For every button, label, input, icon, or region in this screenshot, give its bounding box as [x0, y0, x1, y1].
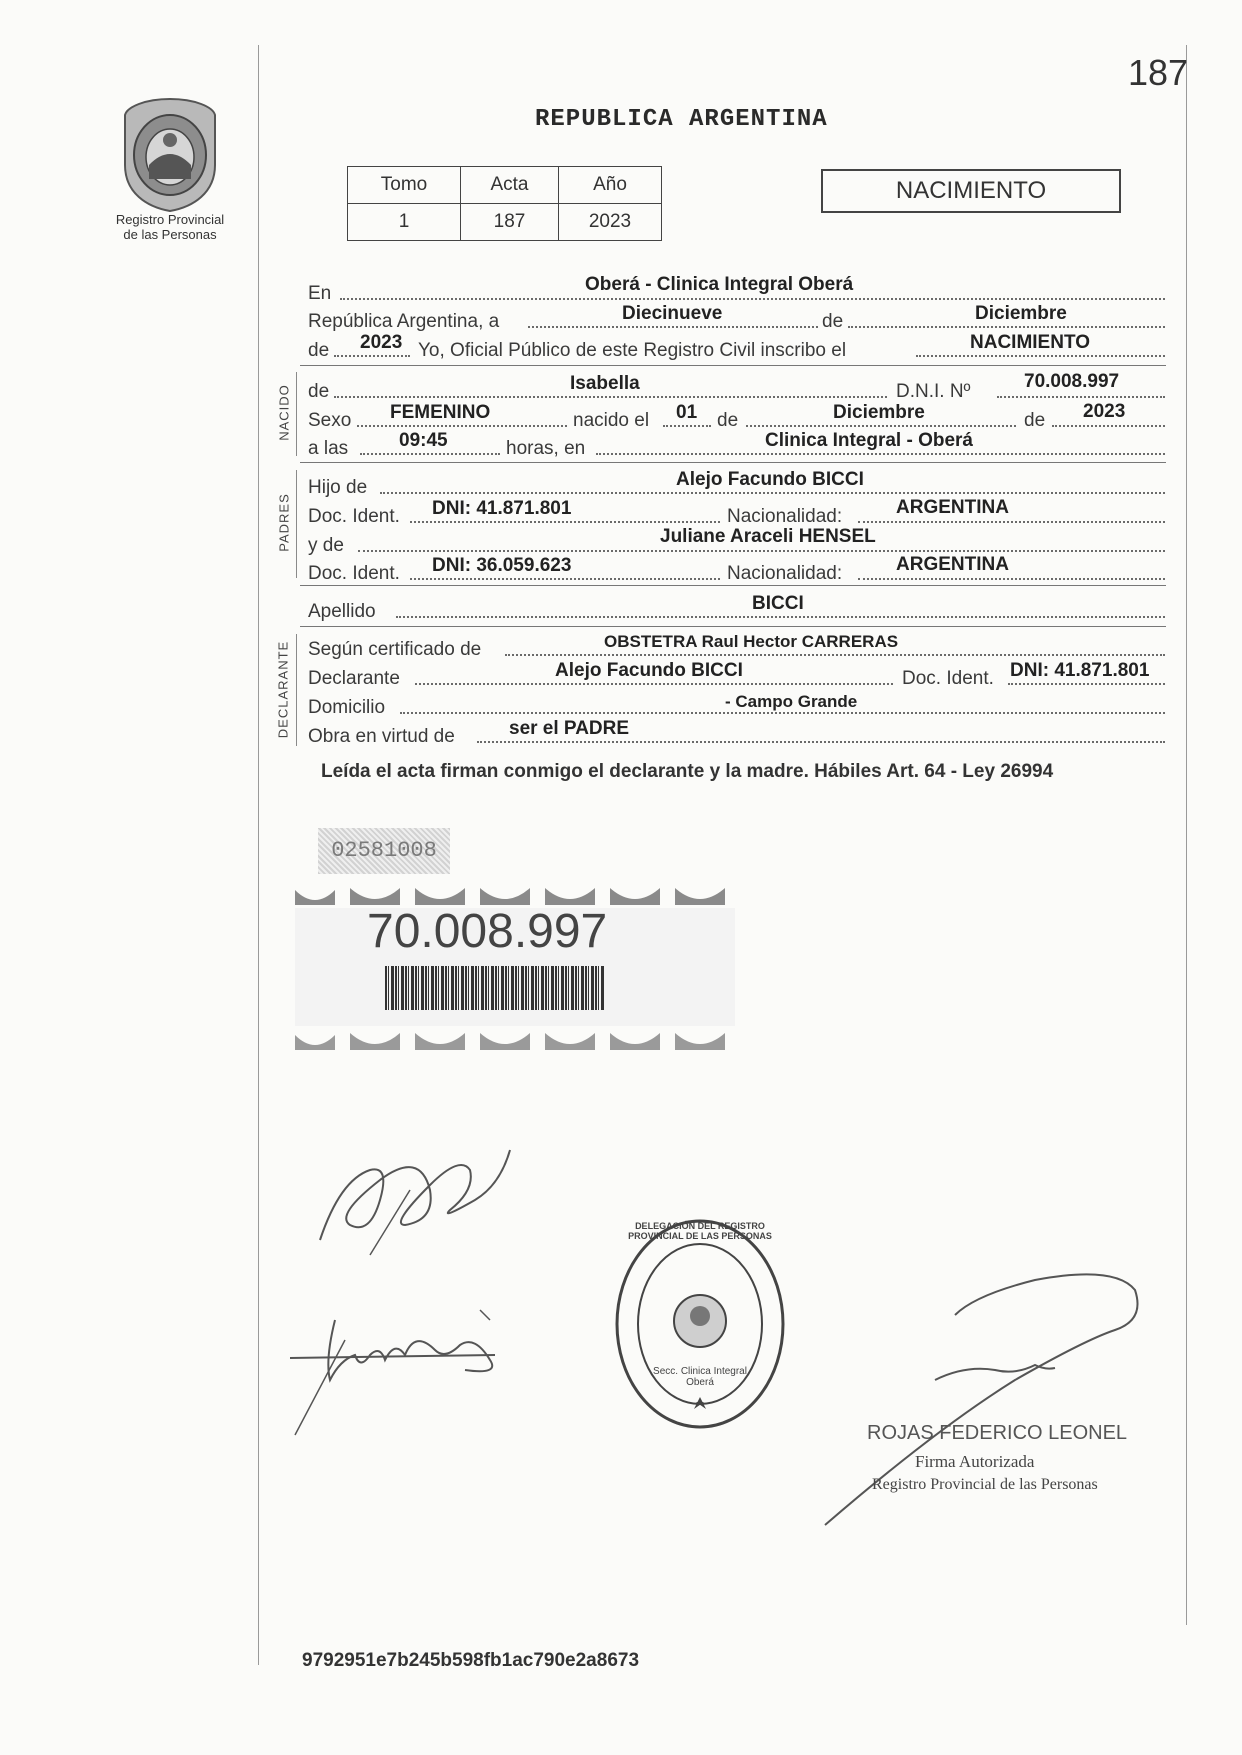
label-inscribo: Yo, Oficial Público de este Registro Civil inscribo el	[418, 340, 847, 361]
dots-certificado	[505, 654, 1165, 656]
label-horas-en: horas, en	[506, 438, 586, 459]
right-margin-line	[1186, 45, 1187, 1625]
value-hora: 09:45	[399, 430, 448, 451]
dots-apellido	[396, 616, 1165, 618]
label-de-mes-nac: de	[717, 410, 739, 431]
official-office: Registro Provincial de las Personas	[872, 1476, 1098, 1493]
page-number: 187	[1128, 52, 1189, 93]
acta-header: Acta	[461, 167, 559, 204]
document-hash: 9792951e7b245b598fb1ac790e2a8673	[302, 1650, 640, 1671]
label-dni: D.N.I. Nº	[896, 381, 971, 402]
section-divider-3	[300, 585, 1166, 586]
value-certificado: OBSTETRA Raul Hector CARRERAS	[604, 632, 899, 651]
label-doc-declarante: Doc. Ident.	[902, 668, 994, 689]
value-domicilio: - Campo Grande	[725, 692, 858, 711]
logo-caption-line1: Registro Provincial	[115, 212, 225, 227]
dots-mes	[848, 326, 1165, 328]
closing-text: Leída el acta firman conmigo el declarante y la madre. Hábiles Art. 64 - Ley 26994	[321, 761, 1054, 782]
value-mes-nac: Diciembre	[833, 402, 925, 423]
value-madre: Juliane Araceli HENSEL	[660, 526, 876, 547]
province-logo	[115, 95, 225, 213]
stamp-ring-text: DELEGACIÓN DEL REGISTRO PROVINCIAL DE LAS PERSONAS	[628, 1221, 772, 1241]
anio-value: 2023	[559, 204, 662, 241]
value-padre-doc: DNI: 41.871.801	[432, 498, 572, 519]
value-declarante: Alejo Facundo BICCI	[555, 660, 743, 681]
value-lugar: Oberá - Clinica Integral Oberá	[585, 274, 854, 295]
label-declarante: Declarante	[308, 668, 400, 689]
value-dia-texto: Diecinueve	[622, 303, 723, 324]
dots-nac-padre	[858, 521, 1165, 523]
label-apellido: Apellido	[308, 601, 376, 622]
section-divider-4	[300, 626, 1166, 627]
label-hijo-de: Hijo de	[308, 477, 368, 498]
value-declarante-doc: DNI: 41.871.801	[1010, 660, 1150, 681]
label-nac-madre: Nacionalidad:	[727, 563, 843, 584]
label-a-las: a las	[308, 438, 349, 459]
value-padre-nac: ARGENTINA	[896, 497, 1009, 518]
security-serial-number: 02581008	[331, 838, 437, 863]
label-en: En	[308, 283, 332, 304]
dots-dia-nac	[663, 425, 711, 427]
dots-en	[340, 298, 1165, 300]
record-type-box: NACIMIENTO	[821, 169, 1121, 213]
dots-mes-nac	[746, 425, 1016, 427]
value-lugar-nac: Clinica Integral - Oberá	[765, 430, 973, 451]
dots-hora	[360, 453, 500, 455]
label-nacido-el: nacido el	[573, 410, 650, 431]
dots-declarante	[415, 683, 893, 685]
label-segun: Según certificado de	[308, 639, 482, 660]
label-de-anio-nac: de	[1024, 410, 1046, 431]
value-obra: ser el PADRE	[509, 718, 630, 739]
dots-lugar-nac	[596, 453, 1165, 455]
document-title: REPUBLICA ARGENTINA	[535, 106, 828, 133]
value-apellido: BICCI	[752, 593, 804, 614]
barcode	[385, 966, 605, 1010]
label-doc-padre: Doc. Ident.	[308, 506, 400, 527]
label-y-de: y de	[308, 535, 344, 556]
value-tipo: NACIMIENTO	[970, 332, 1090, 353]
dots-obra	[477, 741, 1165, 743]
tomo-header: Tomo	[348, 167, 461, 204]
label-doc-madre: Doc. Ident.	[308, 563, 400, 584]
official-name: ROJAS FEDERICO LEONEL	[867, 1422, 1128, 1444]
dots-madre	[358, 550, 1165, 552]
official-title: Firma Autorizada	[915, 1452, 1035, 1471]
label-obra: Obra en virtud de	[308, 726, 455, 747]
label-de-mes: de	[822, 311, 844, 332]
dots-nombre	[334, 396, 887, 398]
dots-doc-declarante	[1008, 683, 1165, 685]
value-mes-texto: Diciembre	[975, 303, 1067, 324]
side-label-padres: PADRES	[276, 493, 292, 552]
label-nac-padre: Nacionalidad:	[727, 506, 843, 527]
section-divider-2	[300, 462, 1166, 463]
declarante-bracket	[296, 634, 297, 746]
dots-dia	[528, 326, 818, 328]
value-dni: 70.008.997	[1024, 371, 1120, 392]
label-sexo: Sexo	[308, 410, 352, 431]
registry-stamp	[612, 1216, 788, 1432]
nacido-bracket	[296, 372, 297, 456]
dots-dni	[997, 396, 1165, 398]
section-divider-1	[300, 365, 1166, 366]
left-margin-line	[258, 45, 259, 1665]
dots-nac-madre	[858, 578, 1165, 580]
dots-padre	[380, 492, 1165, 494]
label-de-nombre: de	[308, 381, 330, 402]
tomo-value: 1	[348, 204, 461, 241]
acta-value: 187	[461, 204, 559, 241]
dots-sexo	[357, 425, 567, 427]
security-label	[295, 880, 735, 1060]
padres-bracket	[296, 470, 297, 578]
dots-anio-nac	[1052, 425, 1165, 427]
dots-doc-padre	[410, 521, 720, 523]
value-anio: 2023	[360, 332, 403, 353]
logo-caption	[95, 212, 245, 242]
value-sexo: FEMENINO	[390, 402, 491, 423]
value-madre-nac: ARGENTINA	[896, 554, 1009, 575]
value-padre: Alejo Facundo BICCI	[676, 469, 864, 490]
label-domicilio: Domicilio	[308, 697, 386, 718]
dots-tipo	[916, 355, 1165, 357]
logo-caption-line2: de las Personas	[123, 227, 217, 242]
security-dni: 70.008.997	[367, 905, 608, 958]
security-serial	[318, 828, 450, 874]
side-label-declarante: DECLARANTE	[275, 640, 291, 739]
dots-anio	[334, 355, 410, 357]
value-anio-nac: 2023	[1083, 401, 1126, 422]
anio-header: Año	[559, 167, 662, 204]
dots-domicilio	[400, 712, 1165, 714]
label-de-anio: de	[308, 340, 330, 361]
dots-doc-madre	[410, 578, 720, 580]
value-dia-nac: 01	[676, 402, 698, 423]
side-label-nacido: NACIDO	[276, 384, 292, 441]
label-republica: República Argentina, a	[308, 311, 500, 332]
declarant-signature	[310, 1130, 530, 1260]
value-madre-doc: DNI: 36.059.623	[432, 555, 572, 576]
mother-signature	[285, 1300, 515, 1440]
register-table	[347, 166, 662, 241]
value-nombre: Isabella	[570, 373, 640, 394]
stamp-inner-text: Secc. Clinica Integral Oberá	[653, 1366, 747, 1388]
